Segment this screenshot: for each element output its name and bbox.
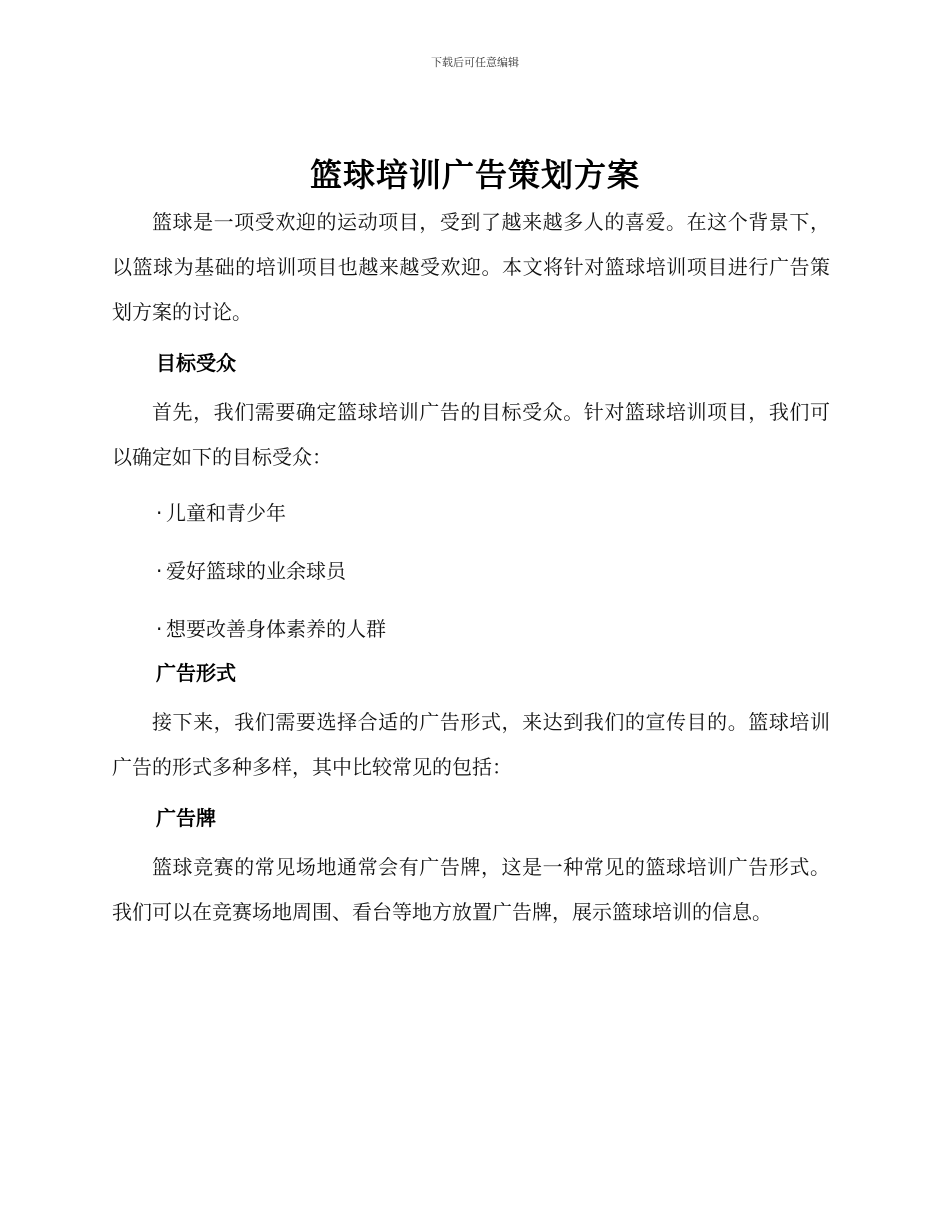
list-item xyxy=(156,556,830,586)
bullet-marker: · xyxy=(156,501,163,525)
ad-format-paragraph: 接下来，我们需要选择合适的广告形式，来达到我们的宣传目的。篮球培训广告的形式多种多样，其中比较常见的包括： xyxy=(112,710,830,779)
audience-paragraph: 首先，我们需要确定篮球培训广告的目标受众。针对篮球培训项目，我们可以确定如下的目标受众： xyxy=(112,400,830,469)
list-item xyxy=(156,498,830,528)
document-title: 篮球培训广告策划方案 xyxy=(309,156,640,194)
bullet-marker: · xyxy=(156,617,163,641)
document-body xyxy=(112,200,830,941)
section-heading-billboard: 广告牌 xyxy=(156,806,216,830)
bullet-text: 儿童和青少年 xyxy=(166,501,286,525)
list-item xyxy=(156,614,830,644)
bullet-text: 爱好篮球的业余球员 xyxy=(166,559,346,583)
bullet-text: 想要改善身体素养的人群 xyxy=(166,617,386,641)
bullet-marker: · xyxy=(156,559,163,583)
header-note: 下载后可任意编辑 xyxy=(431,56,519,69)
billboard-paragraph: 篮球竞赛的常见场地通常会有广告牌，这是一种常见的篮球培训广告形式。我们可以在竞赛场地周围、看台等地方放置广告牌，展示篮球培训的信息。 xyxy=(112,855,830,924)
intro-paragraph: 篮球是一项受欢迎的运动项目，受到了越来越多人的喜爱。在这个背景下，以篮球为基础的培训项目也越来越受欢迎。本文将针对篮球培训项目进行广告策划方案的讨论。 xyxy=(112,210,830,324)
section-heading-audience: 目标受众 xyxy=(156,351,236,375)
section-heading-ad-format: 广告形式 xyxy=(156,661,236,685)
